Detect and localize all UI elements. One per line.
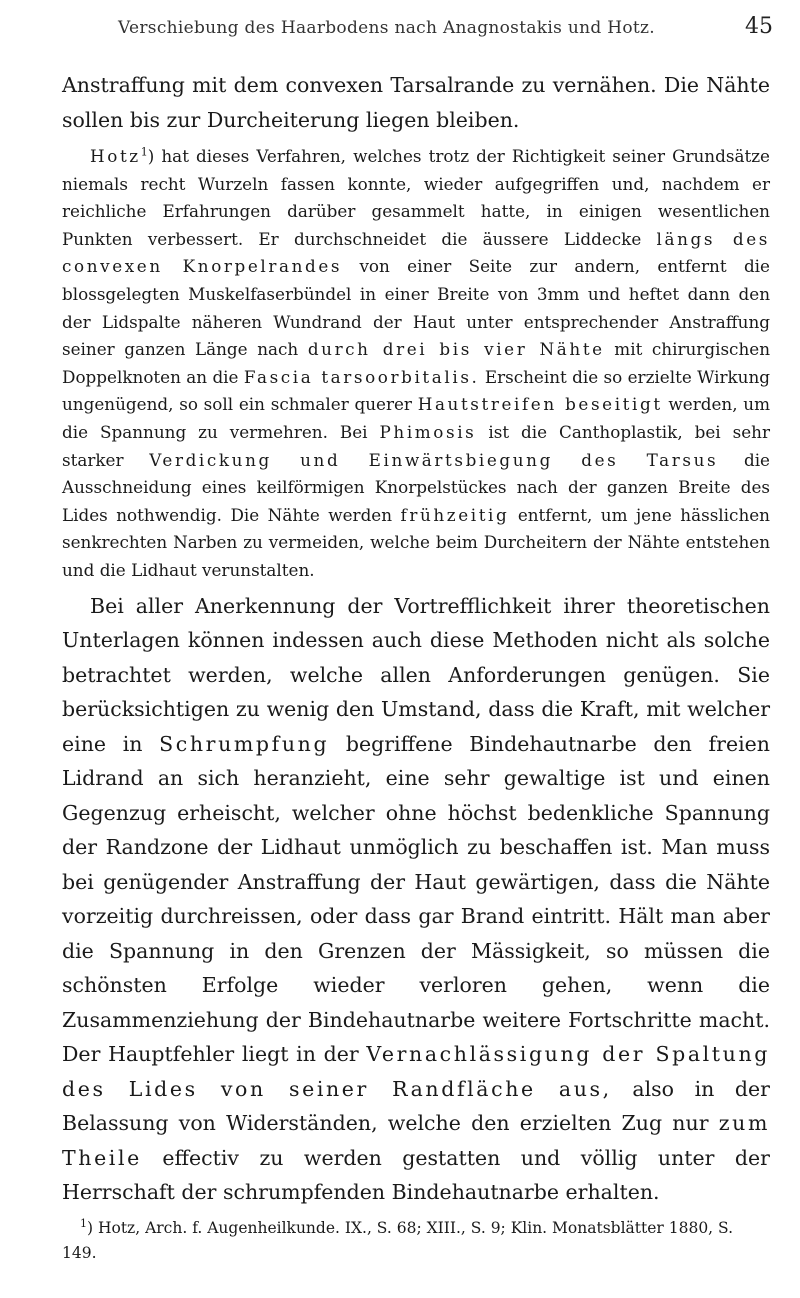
footnote-reference: 1 [140, 145, 148, 159]
paragraph-hotz-method: Hotz$^1$) hat dieses Verfahren, welches trotz der Richtigkeit seiner Grundsätze niemals recht Wurzeln fassen konnte, wieder aufgegriffen und, nachdem er reichliche Erfahrungen darüber gesammelt hatte, in einigen wesentlichen Punkten verbessert. Er durchschneidet die äussere Liddecke längs des convexen Knorpelrandes von einer Seite zur andern, entfernt die blossgelegten Muskelfaserbündel in einer Breite von 3mm und heftet dann den der Lidspalte näheren Wundrand der Haut unter entsprechender Anstraffung seiner ganzen Länge nach durch drei bis vier Nähte mit chirurgischen Doppelknoten an die Fascia tarsoorbitalis. Erscheint die so erzielte Wirkung ungenügend, so soll ein schmaler querer Hautstreifen beseitigt werden, um die Spannung zu vermehren. Bei Phimosis ist die Canthoplastik, bei sehr starker Verdickung und Einwärtsbiegung des Tarsus die Ausschneidung eines keilförmigen Knorpelstückes nach der ganzen Breite des Lides nothwendig. Die Nähte werden frühzeitig entfernt, um jene hässlichen senkrechten Narben zu vermeiden, welche beim Durcheitern der Nähte entstehen und die Lidhaut verunstalten. [62, 145, 771, 580]
footnote-marker: 1 [80, 1216, 87, 1230]
emphasis-text: Vernachlässigung der Spaltung des Lides von seiner Randfläche aus, [62, 1042, 770, 1101]
paragraph-opening: Anstraffung mit dem convexen Tarsalrande zu vernähen. Die Nähte sollen bis zur Durcheiterung liegen bleiben. [62, 73, 770, 132]
page-number: 45 [745, 14, 773, 39]
emphasis-text: längs des convexen Knorpelrandes [62, 228, 770, 277]
footnote-text: ) Hotz, Arch. f. Augenheilkunde. IX., S. 68; XIII., S. 9; Klin. Monatsblätter 1880, S. 149. [62, 1218, 734, 1262]
author-name: Hotz [90, 146, 141, 166]
emphasis-text: Hautstreifen beseitigt [417, 394, 663, 415]
footnote [62, 1216, 770, 1266]
paragraph-critique: Bei aller Anerkennung der Vortrefflichkeit ihrer theoretischen Unterlagen können indessen auch diese Methoden nicht als solche betrachtet werden, welche allen Anforderungen genügen. Sie berücksichtigen zu wenig den Umstand, dass die Kraft, mit welcher eine in Schrumpfung begriffene Bindehautnarbe den freien Lidrand an sich heranzieht, eine sehr gewaltige ist und einen Gegenzug erheischt, welcher ohne höchst bedenkliche Spannung der Randzone der Lidhaut unmöglich zu beschaffen ist. Man muss bei genügender Anstraffung der Haut gewärtigen, dass die Nähte vorzeitig durchreissen, oder dass gar Brand eintritt. Hält man aber die Spannung in den Grenzen der Mässigkeit, so müssen die schönsten Erfolge wieder verloren gehen, wenn die Zusammenziehung der Bindehautnarbe weitere Fortschritte macht. Der Hauptfehler liegt in der Vernachlässigung der Spaltung des Lides von seiner Randfläche aus, also in der Belassung von Widerständen, welche den erzielten Zug nur zum Theile effectiv zu werden gestatten und völlig unter der Herrschaft der schrumpfenden Bindehautnarbe erhalten. [62, 593, 770, 1204]
emphasis-text: frühzeitig [400, 504, 510, 525]
emphasis-text: Fascia tarsoorbitalis. [243, 366, 480, 387]
emphasis-text: Verdickung und Einwärtsbiegung des Tarsus [149, 449, 719, 470]
page-body [62, 68, 770, 1266]
emphasis-text: Phimosis [379, 421, 477, 442]
emphasis-text: Schrumpfung [159, 731, 330, 756]
emphasis-text: durch drei bis vier Nähte [307, 339, 605, 360]
emphasis-text: zum Theile [62, 1111, 770, 1170]
running-head: Verschiebung des Haarbodens nach Anagnostakis und Hotz. [118, 18, 655, 38]
